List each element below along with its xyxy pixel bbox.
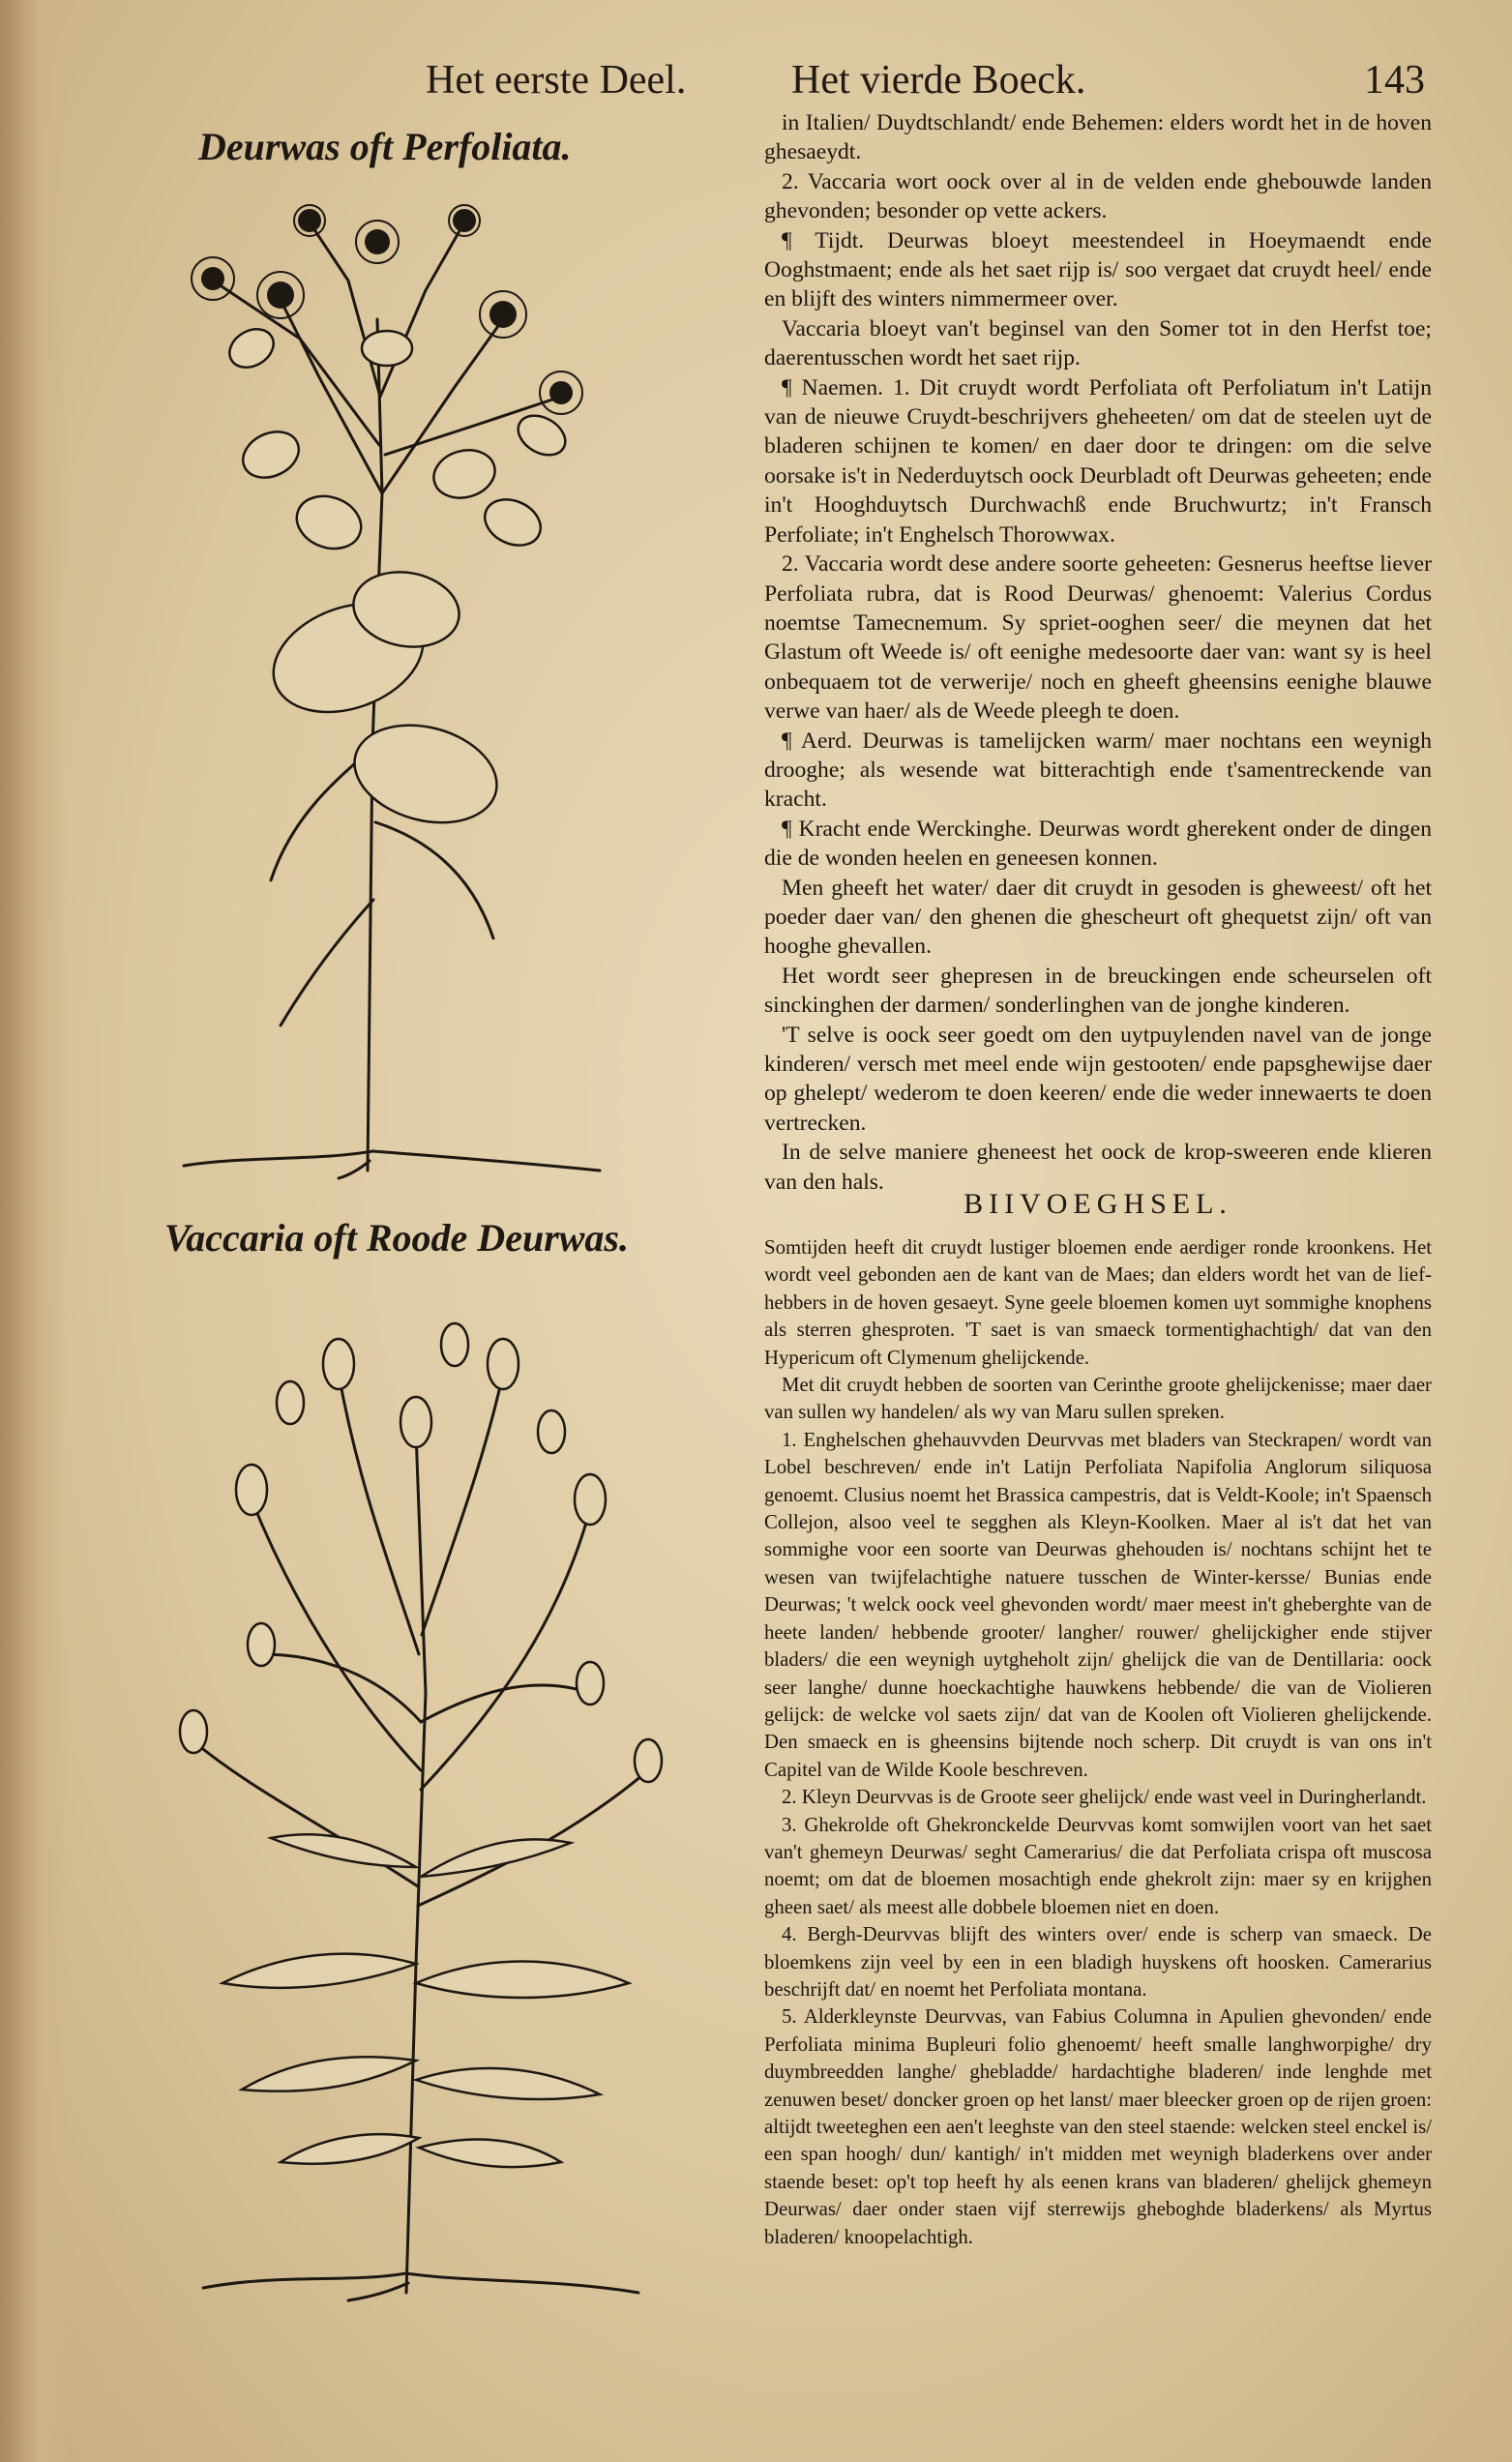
- page-edge-shadow: [0, 0, 68, 2462]
- addendum-paragraph: Met dit cruydt hebben de soorten van Cerinthe groote ghelijckenisse; maer daer van sullen wy handelen/ als wy van Maru sullen spreken.: [764, 1374, 1432, 1424]
- section-heading: BIIVOEGHSEL.: [964, 1188, 1232, 1220]
- running-head-right: Het vierde Boeck.: [791, 58, 1086, 103]
- woodcut-perfoliata: [155, 203, 658, 1180]
- running-head-left: Het eerste Deel.: [426, 58, 687, 103]
- paragraph: In de selve maniere gheneest het oock de krop-sweeren ende klieren van den hals.: [764, 1140, 1432, 1195]
- addendum-paragraph: 5. Alderkleynste Deurvvas, van Fabius Columna in Apulien ghevonden/ ende Perfoliata minima Bupleuri folio ghenoemt/ heeft smalle langhworpighe/ dry duymbreedden langhe/ ghebladde/ hardachtighe bladeren/ inde lenghde met zenuwen beset/ doncker groen op het lanst/ maer bleecker groen op de rijen groen: altijdt tweeteghen een aen't leeghste van den steel staende: welcken steel enckel is/ een span hoogh/ dun/ kantigh/ in't midden met weynigh bladerkens over ander staende beset: op't top heeft hy als eenen krans van bladeren/ ghelijck ghemeyn Deurwas/ daer onder staen vijf sterrewijs gheboghde bladerkens/ als Myrtus bladeren/ knoopelachtigh.: [764, 2005, 1432, 2248]
- paragraph: in Italien/ Duydtschlandt/ ende Behemen: elders wordt het in de hoven ghesaeydt.: [764, 110, 1432, 165]
- paragraph: 2. Vaccaria wort oock over al in de velden ende ghebouwde landen ghevonden; besonder op vette ackers.: [764, 168, 1432, 224]
- addendum-paragraph: 4. Bergh-Deurvvas blijft des winters over/ ende is scherp van smaeck. De bloemkens zijn veel by een in een bladigh huyskens oft hoosken. Camerarius beschrijft dat/ en noemt het Perfoliata montana.: [764, 1923, 1432, 2001]
- addendum-paragraph: Somtijden heeft dit cruydt lustiger bloemen ende aerdiger ronde kroonkens. Het wordt veel gebonden aen de kant van de Maes; dan elders wordt het van de lief-hebbers in de hoven gesaeyt. Syne geele bloemen komen uyt sommighe knophens als sterren ghesproten. 'T saet is van smaeck tormentighachtigh/ dat van den Hypericum oft Clymenum ghelijckende.: [764, 1236, 1432, 1369]
- addendum-paragraph: 3. Ghekrolde oft Ghekronckelde Deurvvas komt somwijlen voort van het saet van't ghemeyn Deurwas/ seght Camerarius/ die dat Perfoliata crispa oft muscosa noemt; om dat de bloemen mosachtigh ende ghekrolt zijn: maer sy en krijghen gheen saet/ als meest alle dobbele bloemen niet en doen.: [764, 1813, 1432, 1918]
- main-text-column: [764, 108, 1432, 1197]
- paragraph: 2. Vaccaria wordt dese andere soorte geheeten: Gesnerus heeftse liever Perfoliata rubra, dat is Rood Deurwas/ ghenoemt: Valerius Cordus noemtse Tamecnemum. Sy spriet-ooghen seer/ die meynen dat het Glastum oft Weede is/ oft eenighe medesoorte daer van: want sy is heel onbequaem tot de verwerije/ noch en gheeft gheensins eenighe blauwe verwe van haer/ als de Weede pleegh te doen.: [764, 551, 1432, 725]
- paragraph: Men gheeft het water/ daer dit cruydt in gesoden is gheweest/ oft het poeder daer van/ den ghenen die ghescheurt oft ghequetst zijn/ oft van hooghe ghevallen.: [764, 875, 1432, 960]
- figure-caption-perfoliata: Deurwas oft Perfoliata.: [198, 125, 572, 168]
- addendum-text-column: [764, 1234, 1432, 2251]
- paragraph: ¶ Kracht ende Werckinghe. Deurwas wordt gherekent onder de dingen die de wonden heelen en geneesen konnen.: [764, 816, 1432, 872]
- paragraph: ¶ Tijdt. Deurwas bloeyt meestendeel in Hoeymaendt ende Ooghstmaent; ende als het saet rijp is/ soo vergaet dat cruydt heel/ ende en blijft des winters nimmermeer over.: [764, 227, 1432, 312]
- paragraph: 'T selve is oock seer goedt om den uytpuylenden navel van de jonge kinderen/ versch met meel ende wijn gestooten/ ende papsghewijse daer op ghelept/ wederom te doen keeren/ ende die weder innewaerts te doen vertrecken.: [764, 1022, 1432, 1136]
- paragraph: Het wordt seer ghepresen in de breuckingen ende scheurselen oft sinckinghen der darmen/ sonderlinghen van de jonghe kinderen.: [764, 963, 1432, 1019]
- page-number: 143: [1364, 58, 1425, 103]
- addendum-paragraph: 2. Kleyn Deurvvas is de Groote seer ghelijck/ ende wast veel in Duringherlandt.: [782, 1786, 1427, 1809]
- figure-caption-vaccaria: Vaccaria oft Roode Deurwas.: [164, 1216, 629, 1260]
- paragraph: ¶ Aerd. Deurwas is tamelijcken warm/ maer nochtans een weynigh drooghe; als wesende wat bitterachtigh ende t'samentreckende van kracht.: [764, 727, 1432, 813]
- addendum-paragraph: 1. Enghelschen ghehauvvden Deurvvas met bladers van Steckrapen/ wordt van Lobel beschreven/ ende in't Latijn Perfoliata Napifolia Anglorum siliquosa genoemt. Clusius noemt het Brassica campestris, dat is Veldt-Koole; in't Spaensch Collejon, alsoo veel te segghen als Kleyn-Koolken. Maer al is't dat het van sommighe voor een soorte van Deurwas ghehouden is/ nochtans schijnt het te wesen van twijfelachtighe natuere tusschen de Winter-kersse/ Bunias ende Deurwas; 't welck oock veel ghevonden wordt/ maer meest in't gheberghte van de heete landen/ hebbende grooter/ langher/ rouwer/ ghelijckigher ende stijver bladers/ die een weynigh uytgheholt zijn/ ghelijck die van de Dentillaria: oock seer langhe/ dunne hoeckachtighe hauwkens hebbende/ die van de Violieren gelijck: de welcke vol saets zijn/ dat van de Koolen oft Violieren ghelijckende. Den smaeck en is gheensins bijtende noch scherp. Dit cruydt is van ons in't Capitel van de Wilde Koole beschreven.: [764, 1428, 1432, 1781]
- paragraph: ¶ Naemen. 1. Dit cruydt wordt Perfoliata oft Perfoliatum in't Latijn van de nieuwe Cruydt-beschrijvers gheheeten/ om dat de steelen uyt de bladeren schijnen te komen/ en daer door te dringen: om die selve oorsake is't in Nederduytsch oock Deurbladt oft Deurwas geheeten; ende in't Hooghduytsch Durchwachß ende Bruchwurtz; in't Fransch Perfoliate; in't Enghelsch Thorowwax.: [764, 374, 1432, 548]
- paragraph: Vaccaria bloeyt van't beginsel van den Somer tot in den Herfst toe; daerentusschen wordt het saet rijp.: [764, 315, 1432, 371]
- flower-clusters: [201, 209, 573, 404]
- perfoliate-leaf: [343, 710, 508, 838]
- woodcut-vaccaria: [135, 1287, 697, 2302]
